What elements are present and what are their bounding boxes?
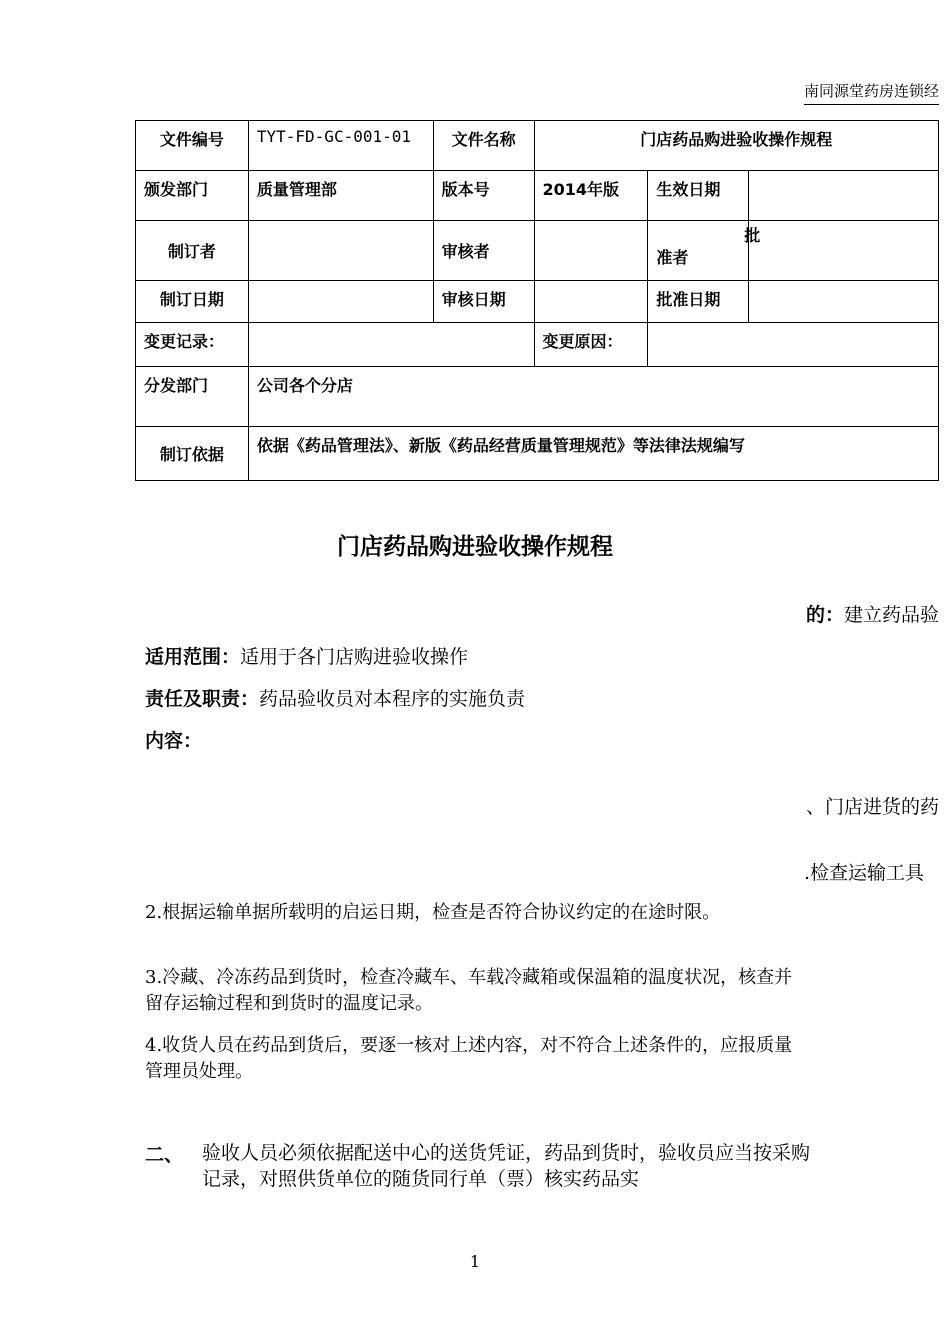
change-reason-label: 变更原因： <box>534 323 648 367</box>
version-value: 2014年版 <box>534 171 648 221</box>
issue-dept-label: 颁发部门 <box>136 171 249 221</box>
review-date-value <box>534 281 648 323</box>
change-reason-value <box>648 323 939 367</box>
duty-label: 责任及职责： <box>145 688 260 710</box>
scope-text: 适用于各门店购进验收操作 <box>240 646 469 668</box>
purpose-label: 的： <box>806 604 845 626</box>
duty-line <box>145 684 525 711</box>
item4-text: 4.收货人员在药品到货后，要逐一核对上述内容，对不符合上述条件的，应报质量管理员处理。 <box>145 1035 793 1082</box>
section2-text: 验收人员必须依据配送中心的送货凭证，药品到货时，验收员应当按采购记录，对照供货单位的随货同行单（票）核实药品实 <box>202 1142 811 1190</box>
draft-date-value <box>248 281 433 323</box>
effective-date-label: 生效日期 <box>648 171 749 221</box>
change-record-value <box>248 323 534 367</box>
doc-no-value: TYT-FD-GC-001-01 <box>248 121 433 171</box>
item1-text: .检查运输工具 <box>804 862 925 884</box>
content-line <box>145 726 202 753</box>
review-date-label: 审核日期 <box>433 281 534 323</box>
page-number: 1 <box>469 1252 481 1271</box>
document-title: 门店药品购进验收操作规程 <box>337 534 613 560</box>
approver-label <box>648 221 761 281</box>
purpose-line <box>806 600 939 627</box>
company-header: 南同源堂药房连锁经 <box>804 80 939 105</box>
document-meta-table <box>135 120 939 481</box>
drafter-value <box>248 221 433 281</box>
reviewer-value <box>534 221 648 281</box>
approver-label-part2: 准者 <box>656 248 689 267</box>
doc-name-label: 文件名称 <box>433 121 534 171</box>
section1-heading: 、门店进货的药 <box>806 796 940 818</box>
purpose-text: 建立药品验 <box>844 604 940 626</box>
duty-text: 药品验收员对本程序的实施负责 <box>259 688 526 710</box>
scope-line <box>145 642 468 669</box>
approve-date-value <box>749 281 939 323</box>
version-label: 版本号 <box>433 171 534 221</box>
section2-number: 二、 <box>145 1144 184 1166</box>
draft-date-label: 制订日期 <box>136 281 249 323</box>
reviewer-label: 审核者 <box>433 221 534 281</box>
effective-date-value <box>749 171 939 221</box>
dist-dept-value: 公司各个分店 <box>248 367 938 427</box>
scope-label: 适用范围： <box>145 646 241 668</box>
change-record-label: 变更记录： <box>136 323 249 367</box>
basis-value: 依据《药品管理法》、新版《药品经营质量管理规范》等法律法规编写 <box>248 427 938 481</box>
item2-text: 2.根据运输单据所载明的启运日期，检查是否符合协议约定的在途时限。 <box>145 902 721 923</box>
dist-dept-label: 分发部门 <box>136 367 249 427</box>
doc-name-value: 门店药品购进验收操作规程 <box>534 121 938 171</box>
drafter-label: 制订者 <box>136 221 249 281</box>
item3-text: 3.冷藏、冷冻药品到货时，检查冷藏车、车载冷藏箱或保温箱的温度状况，核查并留存运输过程和到货时的温度记录。 <box>145 967 793 1014</box>
content-label: 内容： <box>145 730 203 752</box>
approve-date-label: 批准日期 <box>648 281 749 323</box>
approver-label-part1: 批 <box>744 226 761 245</box>
issue-dept-value: 质量管理部 <box>248 171 433 221</box>
doc-no-label: 文件编号 <box>136 121 249 171</box>
basis-label: 制订依据 <box>136 427 249 481</box>
approver-value <box>749 221 939 281</box>
